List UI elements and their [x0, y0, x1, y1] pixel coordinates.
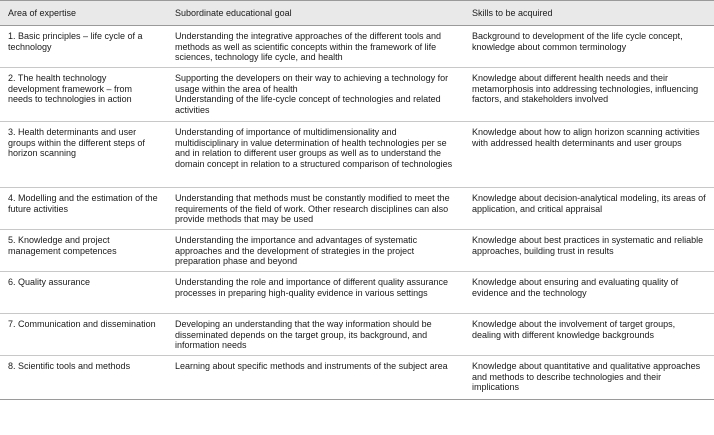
- table-row: [0, 230, 714, 272]
- skills-cell: Knowledge about decision-analytical modeling, its areas of application, and critical appraisal: [464, 188, 714, 230]
- skills-cell: Knowledge about different health needs and their metamorphosis into addressing technologies, influencing factors, and stakeholders involved: [464, 68, 714, 122]
- area-cell: 7. Communication and dissemination: [0, 314, 167, 356]
- goal-cell: Understanding that methods must be constantly modified to meet the requirements of the field of work. Other research disciplines can also provide methods that may be used: [167, 188, 464, 230]
- table-row: [0, 272, 714, 314]
- skills-cell: Background to development of the life cycle concept, knowledge about common terminology: [464, 26, 714, 68]
- skills-cell: Knowledge about the involvement of target groups, dealing with different knowledge backgrounds: [464, 314, 714, 356]
- table-row: [0, 356, 714, 400]
- table-row: [0, 314, 714, 356]
- skills-cell: Knowledge about ensuring and evaluating quality of evidence and the technology: [464, 272, 714, 314]
- area-cell: 8. Scientific tools and methods: [0, 356, 167, 400]
- header-skills: Skills to be acquired: [464, 1, 714, 26]
- area-cell: 6. Quality assurance: [0, 272, 167, 314]
- goal-cell: Understanding the integrative approaches of the different tools and methods as well as scientific concepts within the framework of life sciences, technology life cycle, and health: [167, 26, 464, 68]
- goal-cell: Learning about specific methods and instruments of the subject area: [167, 356, 464, 400]
- header-educational-goal: Subordinate educational goal: [167, 1, 464, 26]
- area-cell: 1. Basic principles – life cycle of a technology: [0, 26, 167, 68]
- area-cell: 5. Knowledge and project management competences: [0, 230, 167, 272]
- goal-cell: Supporting the developers on their way to achieving a technology for usage within the area of health Understanding of the life-cycle concept of technologies and related activities: [167, 68, 464, 122]
- skills-cell: Knowledge about best practices in systematic and reliable approaches, building trust in results: [464, 230, 714, 272]
- goal-cell: Understanding the importance and advantages of systematic approaches and the development of strategies in the project preparation phase and beyond: [167, 230, 464, 272]
- table-body: [0, 26, 714, 400]
- skills-cell: Knowledge about quantitative and qualitative approaches and methods to describe technologies and their implications: [464, 356, 714, 400]
- area-cell: 2. The health technology development framework – from needs to technologies in action: [0, 68, 167, 122]
- table-header: [0, 1, 714, 26]
- skills-cell: Knowledge about how to align horizon scanning activities with addressed health determinants and user groups: [464, 122, 714, 188]
- header-row: [0, 1, 714, 26]
- table-row: [0, 188, 714, 230]
- goal-cell: Understanding of importance of multidimensionality and multidisciplinary in value determination of health technologies per se and in relation to different user groups as well as to understand the domain concept in relation to a structured comparison of technologies: [167, 122, 464, 188]
- table-row: [0, 68, 714, 122]
- goal-cell: Developing an understanding that the way information should be disseminated depends on the target group, its background, and information needs: [167, 314, 464, 356]
- table-row: [0, 122, 714, 188]
- area-cell: 4. Modelling and the estimation of the future activities: [0, 188, 167, 230]
- header-area-of-expertise: Area of expertise: [0, 1, 167, 26]
- goal-cell: Understanding the role and importance of different quality assurance processes in preparing high-quality evidence in various settings: [167, 272, 464, 314]
- area-cell: 3. Health determinants and user groups within the different steps of horizon scanning: [0, 122, 167, 188]
- table-row: [0, 26, 714, 68]
